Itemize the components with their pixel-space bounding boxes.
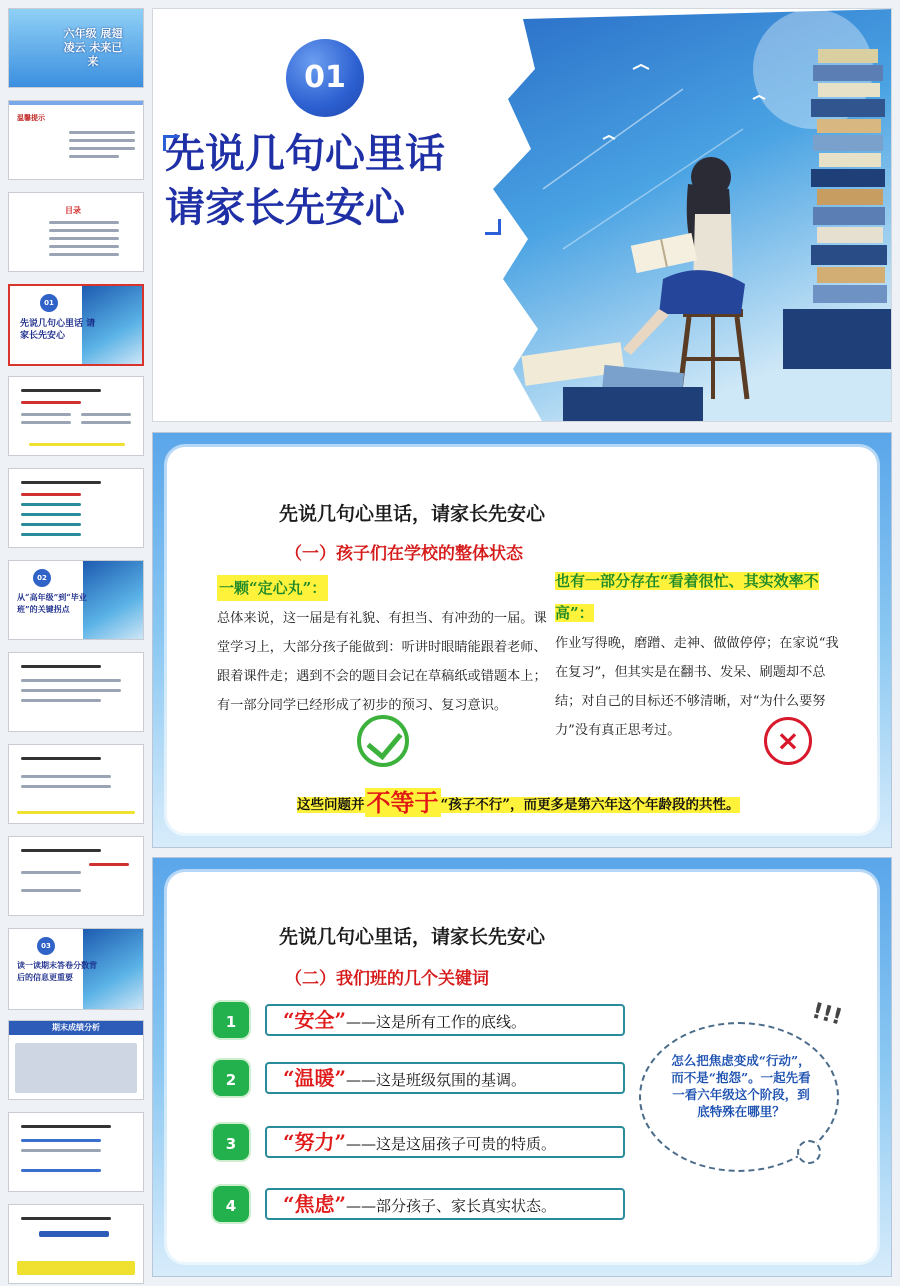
thumb-text-line [21,689,121,692]
reading-girl-illustration [483,9,892,422]
keyword-row-1 [265,1004,625,1036]
slide-thumbnail-12[interactable] [8,1020,144,1100]
slide-thumbnail-1[interactable] [8,8,144,88]
thumb-text-line [21,785,111,788]
positive-heading: 一颗“定心丸”： [217,575,328,601]
thumb-text-line [69,139,135,142]
thumb-text-line [21,1139,101,1142]
thumb-table [15,1043,137,1093]
slide-overall-state [152,432,892,848]
thumb-text-line [81,421,131,424]
thumb-text-line [49,221,119,224]
section-title-line2: 请家长先安心 [165,184,405,231]
keyword-desc: ——这是班级氛围的基调。 [346,1071,527,1089]
thumb-text-line [21,849,101,852]
thumb-title: 期末成绩分析 [9,1021,143,1035]
keyword-row-4 [265,1188,625,1220]
thumb-text-line [21,775,111,778]
exclamation-mark: !!! [809,998,845,1031]
thumb-title: 读一读期末答卷分数背后的信息更重要 [17,960,97,982]
slide-thumbnail-13[interactable] [8,1112,144,1192]
slide-thumbnail-8[interactable] [8,652,144,732]
thumb-text-line [69,147,135,150]
check-icon [357,715,409,767]
thumb-text-line [49,245,119,248]
keyword-term: “安全” [283,1008,347,1032]
thumb-text-line [21,401,81,404]
thumb-text-line [21,493,81,496]
cross-icon: × [764,717,812,765]
thumb-title: 从“高年级”到“毕业班”的关键拐点 [17,592,87,614]
thumb-text-line [21,389,101,392]
slide-thumbnail-2[interactable] [8,100,144,180]
slide-class-keywords [152,857,892,1277]
thumb-text-line [17,1261,135,1275]
thumb-text-line [81,413,131,416]
thumb-text-line [21,1149,101,1152]
slide-thumbnail-7[interactable] [8,560,144,640]
keyword-number-1: 1 [211,1000,251,1040]
slide-subheading: （一）孩子们在学校的整体状态 [285,544,523,564]
keyword-term: “努力” [283,1130,347,1154]
keyword-term: “焦虑” [283,1192,347,1216]
slide-thumbnail-10[interactable] [8,836,144,916]
thumb-title: 温馨提示 [17,114,45,122]
thought-bubble-tail [797,1140,821,1164]
thumb-text-line [21,421,71,424]
slide-card [167,872,877,1262]
keyword-desc: ——这是所有工作的底线。 [346,1013,527,1031]
conclusion-prefix: 这些问题并 [297,797,365,813]
keyword-desc: ——这是这届孩子可贵的特质。 [346,1135,557,1153]
keyword-row-3 [265,1126,625,1158]
keyword-term: “温暖” [283,1066,347,1090]
thumb-text-line [89,863,129,866]
keyword-row-2 [265,1062,625,1094]
slide-heading: 先说几句心里话，请家长先安心 [279,503,546,525]
conclusion-emphasis: 不等于 [366,788,439,817]
section-number-badge: 01 [286,39,364,117]
slide-section-cover [152,8,892,422]
thumb-text-line [17,811,135,814]
positive-body: 总体来说，这一届是有礼貌、有担当、有冲劲的一届。课堂学习上，大部分孩子能做到：听讲时眼睛能跟着老师、跟着课件走；遇到不会的题目会记在草稿纸或错题本上；有一部分同学已经形成了初步的预习、复习意识。 [217,611,547,713]
thumb-text-line [21,1169,101,1172]
keyword-desc: ——部分孩子、家长真实状态。 [346,1197,557,1215]
thumb-text-line [21,699,101,702]
conclusion-suffix: “孩子不行”，而更多是第六年这个年龄段的共性。 [440,797,740,813]
thumb-text-line [21,513,81,516]
thumb-badge: 02 [33,569,51,587]
thumb-text-line [21,889,81,892]
concern-heading: 也有一部分存在“看着很忙、其实效率不高”： [555,572,819,622]
thumb-text-line [21,679,121,682]
thumb-text-line [21,1125,111,1128]
thumb-text-line [21,665,101,668]
thumb-text-line [21,1217,111,1220]
thumb-title: 六年级 展翅凌云 未来已来 [63,27,123,68]
thumb-topbar [9,101,143,105]
thumb-text-line [21,523,81,526]
thumb-text-line [21,533,81,536]
section-title [165,127,525,235]
thumb-text-line [21,481,101,484]
concern-block [555,565,847,745]
slide-thumbnail-5[interactable] [8,376,144,456]
positive-block [217,575,547,720]
title-bracket-icon [485,219,501,235]
thumb-badge: 01 [40,294,58,312]
thumb-text-line [21,503,81,506]
concern-body: 作业写得晚，磨蹭、走神、做做停停；在家说“我在复习”，但其实是在翻书、发呆、刷题却不总结；对自己的目标还不够清晰，对“为什么要努力”没有真正思考过。 [555,636,839,738]
thumb-text-line [49,229,119,232]
thumb-text-line [69,155,119,158]
thumb-text-line [21,871,81,874]
slide-thumbnail-9[interactable] [8,744,144,824]
thumb-text-line [49,237,119,240]
slide-thumbnail-6[interactable] [8,468,144,548]
title-bracket-icon [163,135,179,151]
thought-bubble-text: 怎么把焦虑变成“行动”，而不是“抱怨”。一起先看一看六年级这个阶段，到底特殊在哪里？ [671,1053,811,1119]
thumb-text-line [69,131,135,134]
slide-subheading: （二）我们班的几个关键词 [285,969,489,989]
section-title-line1: 先说几句心里话 [165,130,445,177]
thumb-title: 目录 [65,206,81,215]
conclusion-line [297,783,740,818]
thumb-text-line [21,413,71,416]
slide-heading: 先说几句心里话，请家长先安心 [279,926,546,948]
thumb-text-line [29,443,125,446]
keyword-number-2: 2 [211,1058,251,1098]
thumb-text-line [39,1231,109,1237]
thumb-title: 先说几句心里话 请家长先安心 [20,319,96,341]
thumb-badge: 03 [37,937,55,955]
slide-thumbnail-14[interactable] [8,1204,144,1284]
thumb-text-line [49,253,119,256]
keyword-number-3: 3 [211,1122,251,1162]
slide-thumbnail-3[interactable] [8,192,144,272]
slide-thumbnail-11[interactable] [8,928,144,1010]
slide-thumbnail-4[interactable] [8,284,144,366]
keyword-number-4: 4 [211,1184,251,1224]
slide-card [167,447,877,833]
thumb-text-line [21,757,101,760]
